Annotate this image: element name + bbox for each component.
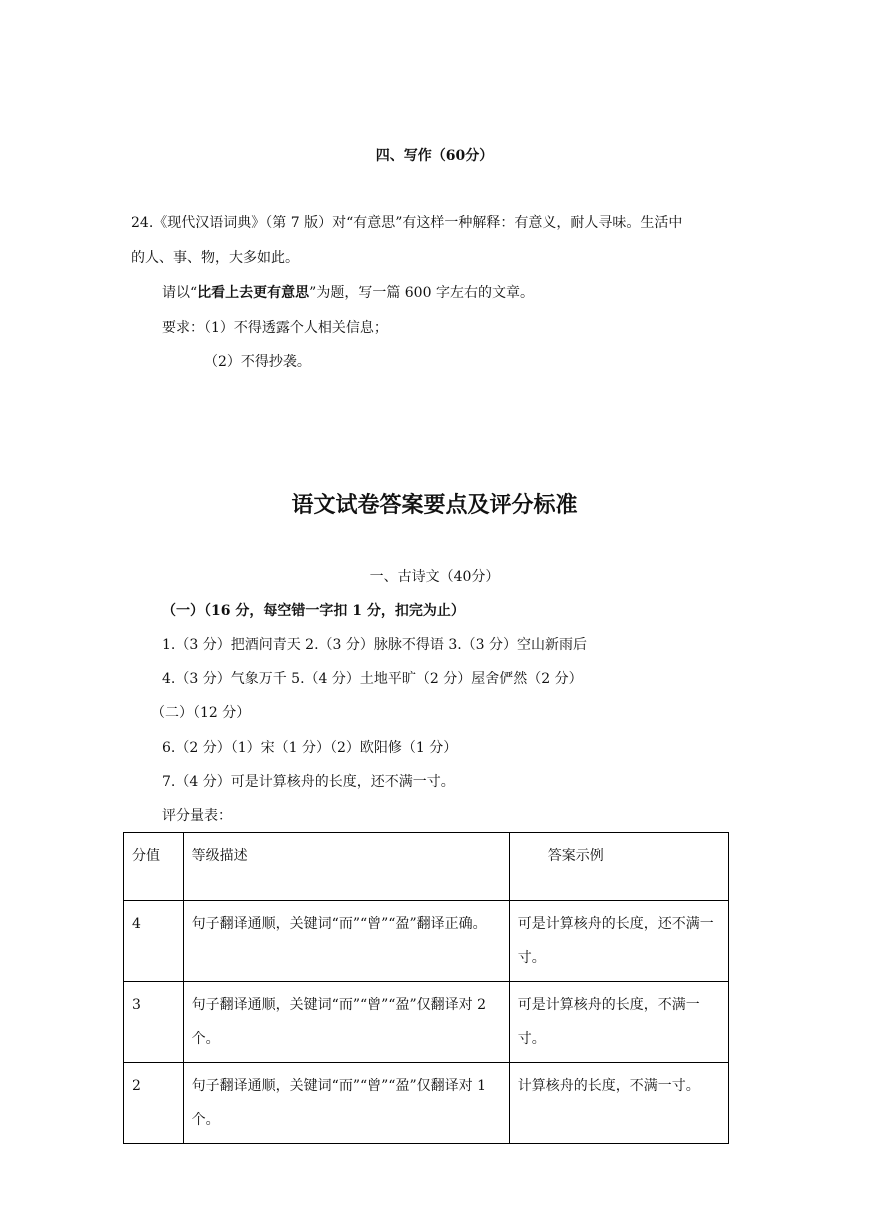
subsection-2-heading: （二）（12 分） [151, 705, 251, 721]
table-row [124, 901, 729, 982]
question-24-line-1: 24.《现代汉语词典》（第 7 版）对“有意思”有这样一种解释：有意义，耐人寻味。生活中 [131, 215, 683, 231]
rubric-label: 评分量表： [162, 808, 232, 824]
row-description: 句子翻译通顺，关键词“而”“曾”“盈”翻译正确。 [183, 901, 509, 982]
answer-key-title: 语文试卷答案要点及评分标准 [291, 492, 578, 518]
prompt-prefix: 请以“ [162, 285, 198, 301]
header-description: 等级描述 [183, 833, 509, 901]
answer-line-1: 1.（3 分）把酒问青天 2.（3 分）脉脉不得语 3.（3 分）空山新雨后 [162, 637, 588, 653]
subsection-1-heading: （一）（16 分，每空错一字扣 1 分，扣完为止） [162, 603, 465, 619]
row-score: 3 [124, 982, 184, 1063]
answer-line-3: 6.（2 分）（1）宋（1 分）（2）欧阳修（1 分） [162, 740, 458, 756]
header-example: 答案示例 [509, 833, 728, 901]
rubric-table [123, 832, 729, 1144]
row-score: 4 [124, 901, 184, 982]
part-1-heading: 一、古诗文（40分） [369, 569, 500, 585]
table-row [124, 1063, 729, 1144]
row-example: 可是计算核舟的长度，还不满一寸。 [509, 901, 728, 982]
answer-line-4: 7.（4 分）可是计算核舟的长度，还不满一寸。 [162, 774, 455, 790]
table-header-row [124, 833, 729, 901]
requirement-2: （2）不得抄袭。 [204, 354, 311, 370]
row-description: 句子翻译通顺，关键词“而”“曾”“盈”仅翻译对 2 个。 [183, 982, 509, 1063]
row-example: 可是计算核舟的长度，不满一寸。 [509, 982, 728, 1063]
prompt-essay-title: 比看上去更有意思 [197, 285, 310, 301]
row-example: 计算核舟的长度，不满一寸。 [509, 1063, 728, 1144]
answer-line-2: 4.（3 分）气象万千 5.（4 分）土地平旷（2 分）屋舍俨然（2 分） [162, 671, 583, 687]
row-description: 句子翻译通顺，关键词“而”“曾”“盈”仅翻译对 1 个。 [183, 1063, 509, 1144]
writing-prompt [162, 283, 534, 303]
writing-section-title: 四、写作（60分） [375, 148, 494, 164]
question-24-line-2: 的人、事、物，大多如此。 [131, 250, 299, 266]
requirement-1: 要求：（1）不得透露个人相关信息； [162, 320, 388, 336]
row-score: 2 [124, 1063, 184, 1144]
header-score: 分值 [124, 833, 184, 901]
table-row [124, 982, 729, 1063]
prompt-suffix: ”为题，写一篇 600 字左右的文章。 [309, 285, 534, 301]
